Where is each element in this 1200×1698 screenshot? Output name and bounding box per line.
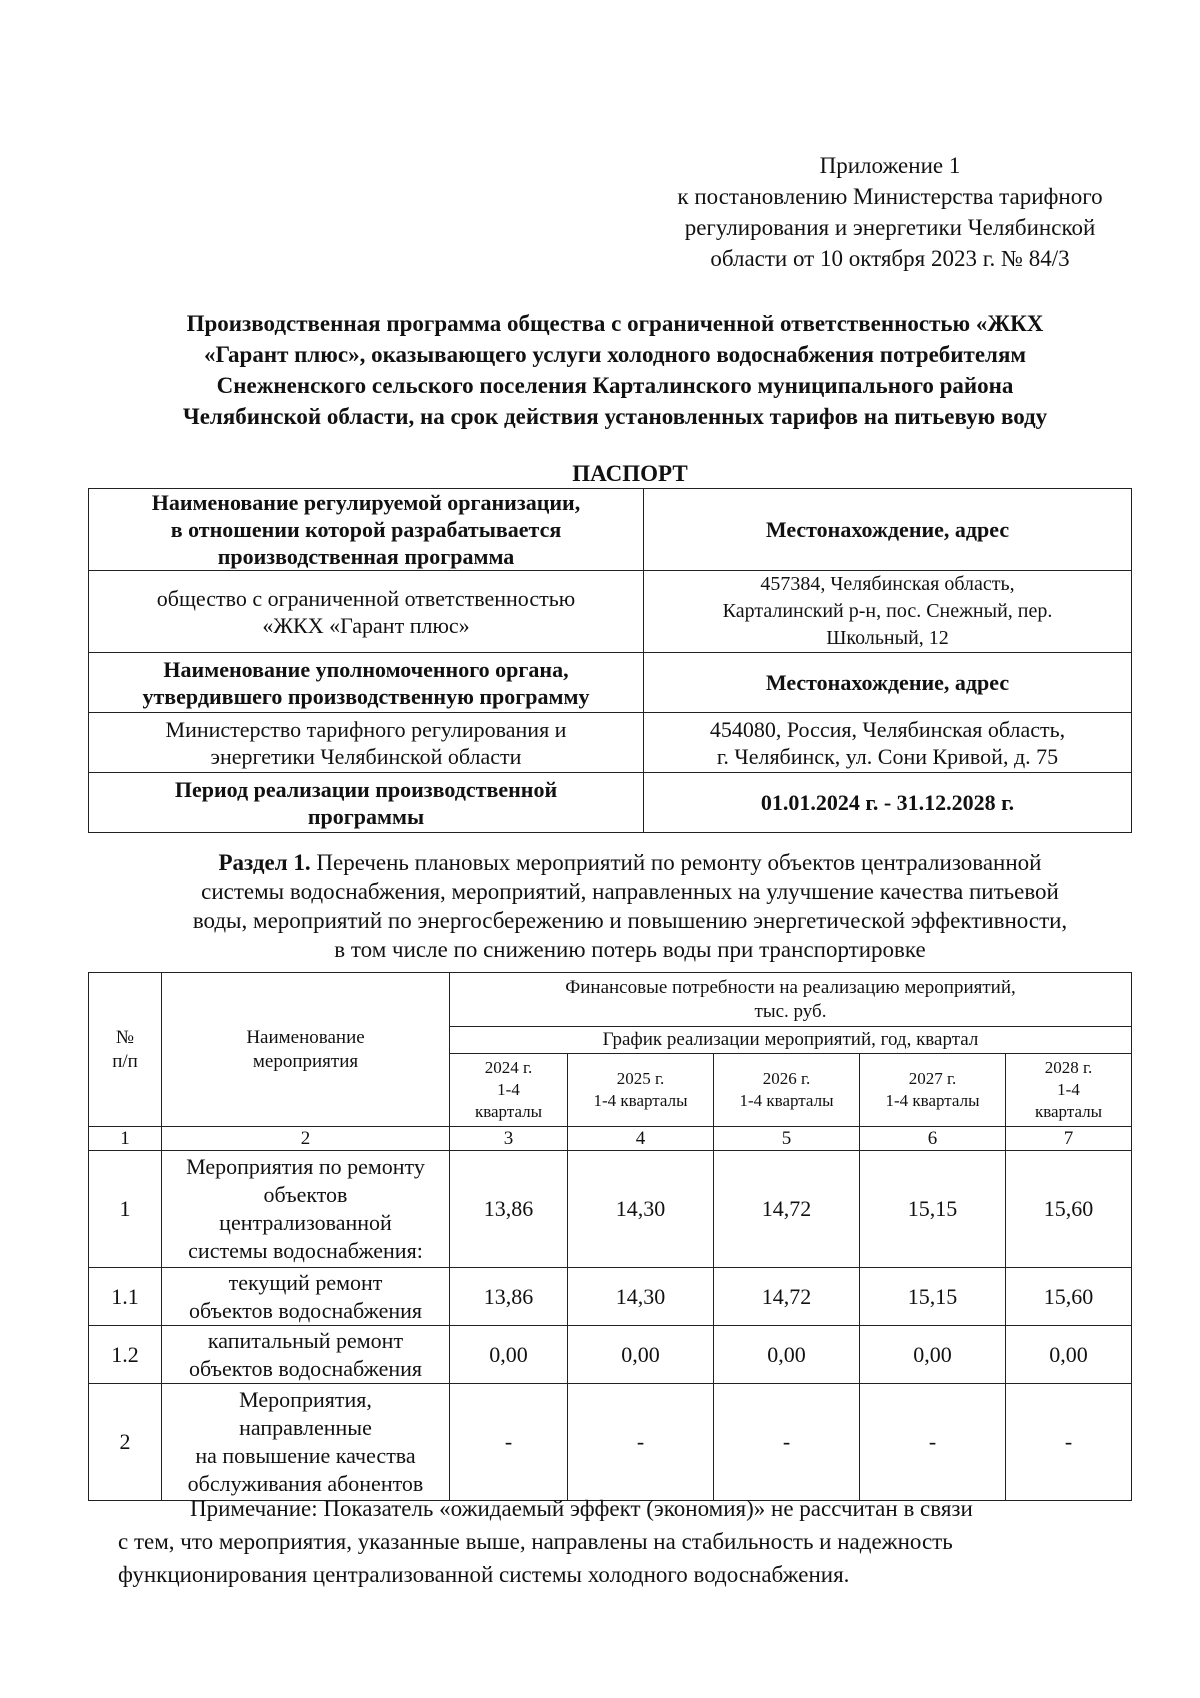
value-cell: 14,30: [568, 1268, 714, 1326]
row-name: [162, 1268, 450, 1326]
note-line: с тем, что мероприятия, указанные выше, направлены на стабильность и надежность: [118, 1529, 953, 1554]
appendix-header: [620, 150, 1160, 274]
value-cell: 14,72: [714, 1151, 860, 1268]
cell-line: Мероприятия по ремонту: [186, 1154, 425, 1179]
section-label: Раздел 1.: [218, 850, 311, 875]
cell-line: 1-4: [1057, 1080, 1080, 1099]
year-header-2025: [568, 1054, 714, 1127]
org-name-cell: [89, 571, 644, 653]
cell-line: Наименование уполномоченного органа,: [163, 656, 569, 682]
row-number: 1.2: [89, 1326, 162, 1384]
passport-authority-header-row: [89, 653, 1132, 713]
org-location-header: Местонахождение, адрес: [644, 489, 1132, 571]
measures-table: [88, 972, 1132, 1501]
value-cell: 14,30: [568, 1151, 714, 1268]
cell-line: тыс. руб.: [754, 1000, 827, 1022]
cell-line: централизованной: [219, 1210, 392, 1235]
cell-line: системы водоснабжения:: [188, 1238, 423, 1263]
section-1-heading: [110, 848, 1150, 964]
passport-authority-row: [89, 713, 1132, 773]
note-line: функционирования централизованной системы холодного водоснабжения.: [118, 1562, 850, 1587]
cell-line: Карталинский р-н, пос. Снежный, пер.: [722, 600, 1053, 622]
authority-address-cell: [644, 713, 1132, 773]
col-number-header: [89, 973, 162, 1127]
col-name-header: [162, 973, 450, 1127]
cell-line: 2024 г.: [484, 1058, 533, 1077]
appendix-line: регулирования и энергетики Челябинской: [684, 215, 1096, 240]
value-cell: 0,00: [450, 1326, 568, 1384]
column-number: 1: [89, 1127, 162, 1151]
cell-line: 1-4: [497, 1080, 520, 1099]
value-cell: -: [450, 1384, 568, 1501]
appendix-line: Приложение 1: [819, 153, 961, 178]
section-line: системы водоснабжения, мероприятий, направленных на улучшение качества питьевой: [201, 879, 1059, 904]
value-cell: -: [568, 1384, 714, 1501]
table-row: [89, 1268, 1132, 1326]
cell-line: Министерство тарифного регулирования и: [165, 716, 567, 742]
section-line: воды, мероприятий по энергосбережению и повышению энергетической эффективности,: [192, 908, 1068, 933]
column-number: 4: [568, 1127, 714, 1151]
org-address-cell: [644, 571, 1132, 653]
title-line: «Гарант плюс», оказывающего услуги холодного водоснабжения потребителям: [203, 342, 1027, 367]
cell-line: утвердившего производственную программу: [142, 683, 590, 709]
title-line: Снежненского сельского поселения Карталинского муниципального района: [216, 373, 1014, 398]
value-cell: 14,72: [714, 1268, 860, 1326]
column-number: 6: [860, 1127, 1006, 1151]
cell-line: объектов водоснабжения: [188, 1297, 423, 1323]
section-text: Перечень плановых мероприятий по ремонту объектов централизованной: [310, 850, 1042, 875]
cell-line: 2026 г.: [762, 1069, 811, 1088]
note-line: Примечание: Показатель «ожидаемый эффект (экономия)» не рассчитан в связи: [190, 1496, 973, 1521]
year-header-2028: [1006, 1054, 1132, 1127]
cell-line: №: [115, 1026, 135, 1048]
row-number: 1.1: [89, 1268, 162, 1326]
appendix-line: к постановлению Министерства тарифного: [677, 184, 1103, 209]
cell-line: 454080, Россия, Челябинская область,: [709, 716, 1066, 742]
value-cell: 15,15: [860, 1151, 1006, 1268]
cell-line: объектов: [263, 1182, 348, 1207]
row-number: 1: [89, 1151, 162, 1268]
column-number: 2: [162, 1127, 450, 1151]
row-number: 2: [89, 1384, 162, 1501]
cell-line: 2028 г.: [1044, 1058, 1093, 1077]
table-row: [89, 1151, 1132, 1268]
cell-line: Мероприятия,: [239, 1387, 372, 1412]
cell-line: в отношении которой разрабатывается: [170, 517, 562, 542]
value-cell: -: [1006, 1384, 1132, 1501]
period-value-cell: 01.01.2024 г. - 31.12.2028 г.: [644, 773, 1132, 833]
section-line: в том числе по снижению потерь воды при транспортировке: [334, 937, 926, 962]
year-header-2024: [450, 1054, 568, 1127]
value-cell: -: [860, 1384, 1006, 1501]
cell-line: производственная программа: [217, 544, 515, 569]
title-line: Челябинской области, на срок действия установленных тарифов на питьевую воду: [182, 404, 1048, 429]
row-name: [162, 1384, 450, 1501]
row-name: [162, 1151, 450, 1268]
passport-org-row: [89, 571, 1132, 653]
cell-line: 1-4 кварталы: [593, 1091, 688, 1110]
row-name: [162, 1326, 450, 1384]
cell-line: объектов водоснабжения: [188, 1355, 423, 1381]
cell-line: 1-4 кварталы: [739, 1091, 834, 1110]
section-line: [110, 848, 1150, 877]
passport-heading: ПАСПОРТ: [572, 461, 688, 486]
org-name-header: [89, 489, 644, 571]
passport-period-row: [89, 773, 1132, 833]
document-title: [90, 308, 1140, 432]
cell-line: 2025 г.: [616, 1069, 665, 1088]
column-number: 7: [1006, 1127, 1132, 1151]
value-cell: 15,15: [860, 1268, 1006, 1326]
cell-line: кварталы: [474, 1102, 543, 1121]
cell-line: энергетики Челябинской области: [210, 743, 522, 769]
cell-line: на повышение качества: [195, 1443, 416, 1468]
column-number: 3: [450, 1127, 568, 1151]
value-cell: -: [714, 1384, 860, 1501]
year-header-2027: [860, 1054, 1006, 1127]
cell-line: г. Челябинск, ул. Сони Кривой, д. 75: [716, 743, 1059, 769]
cell-line: мероприятия: [252, 1050, 359, 1072]
cell-line: Школьный, 12: [826, 627, 949, 649]
value-cell: 15,60: [1006, 1268, 1132, 1326]
note-paragraph: [118, 1492, 1140, 1591]
authority-name-header: [89, 653, 644, 713]
value-cell: 0,00: [860, 1326, 1006, 1384]
header-row-finance: [89, 973, 1132, 1027]
cell-line: 1-4 кварталы: [885, 1091, 980, 1110]
finance-header: [450, 973, 1132, 1027]
value-cell: 13,86: [450, 1151, 568, 1268]
year-header-2026: [714, 1054, 860, 1127]
table-row: [89, 1384, 1132, 1501]
column-number-row: [89, 1127, 1132, 1151]
cell-line: Наименование регулируемой организации,: [151, 490, 581, 515]
table-row: [89, 1326, 1132, 1384]
value-cell: 0,00: [1006, 1326, 1132, 1384]
authority-name-cell: [89, 713, 644, 773]
cell-line: текущий ремонт: [228, 1269, 383, 1295]
cell-line: «ЖКХ «Гарант плюс»: [262, 612, 470, 638]
cell-line: направленные: [239, 1415, 372, 1440]
cell-line: Период реализации производственной: [174, 776, 558, 802]
value-cell: 15,60: [1006, 1151, 1132, 1268]
cell-line: 2027 г.: [908, 1069, 957, 1088]
title-line: Производственная программа общества с ограниченной ответственностью «ЖКХ: [186, 311, 1044, 336]
passport-table: [88, 488, 1132, 833]
column-number: 5: [714, 1127, 860, 1151]
passport-org-header-row: [89, 489, 1132, 571]
cell-line: 457384, Челябинская область,: [760, 573, 1015, 595]
cell-line: Финансовые потребности на реализацию мероприятий,: [565, 976, 1016, 998]
schedule-header: График реализации мероприятий, год, квартал: [450, 1027, 1132, 1054]
cell-line: программы: [307, 803, 425, 829]
value-cell: 13,86: [450, 1268, 568, 1326]
authority-location-header: Местонахождение, адрес: [644, 653, 1132, 713]
period-label-cell: [89, 773, 644, 833]
cell-line: кварталы: [1034, 1102, 1103, 1121]
appendix-line: области от 10 октября 2023 г. № 84/3: [710, 246, 1070, 271]
value-cell: 0,00: [714, 1326, 860, 1384]
cell-line: капитальный ремонт: [207, 1327, 404, 1353]
cell-line: общество с ограниченной ответственностью: [156, 585, 576, 611]
cell-line: Наименование: [246, 1026, 365, 1048]
cell-line: п/п: [112, 1050, 138, 1072]
value-cell: 0,00: [568, 1326, 714, 1384]
cell-line: обслуживания абонентов: [187, 1471, 424, 1496]
